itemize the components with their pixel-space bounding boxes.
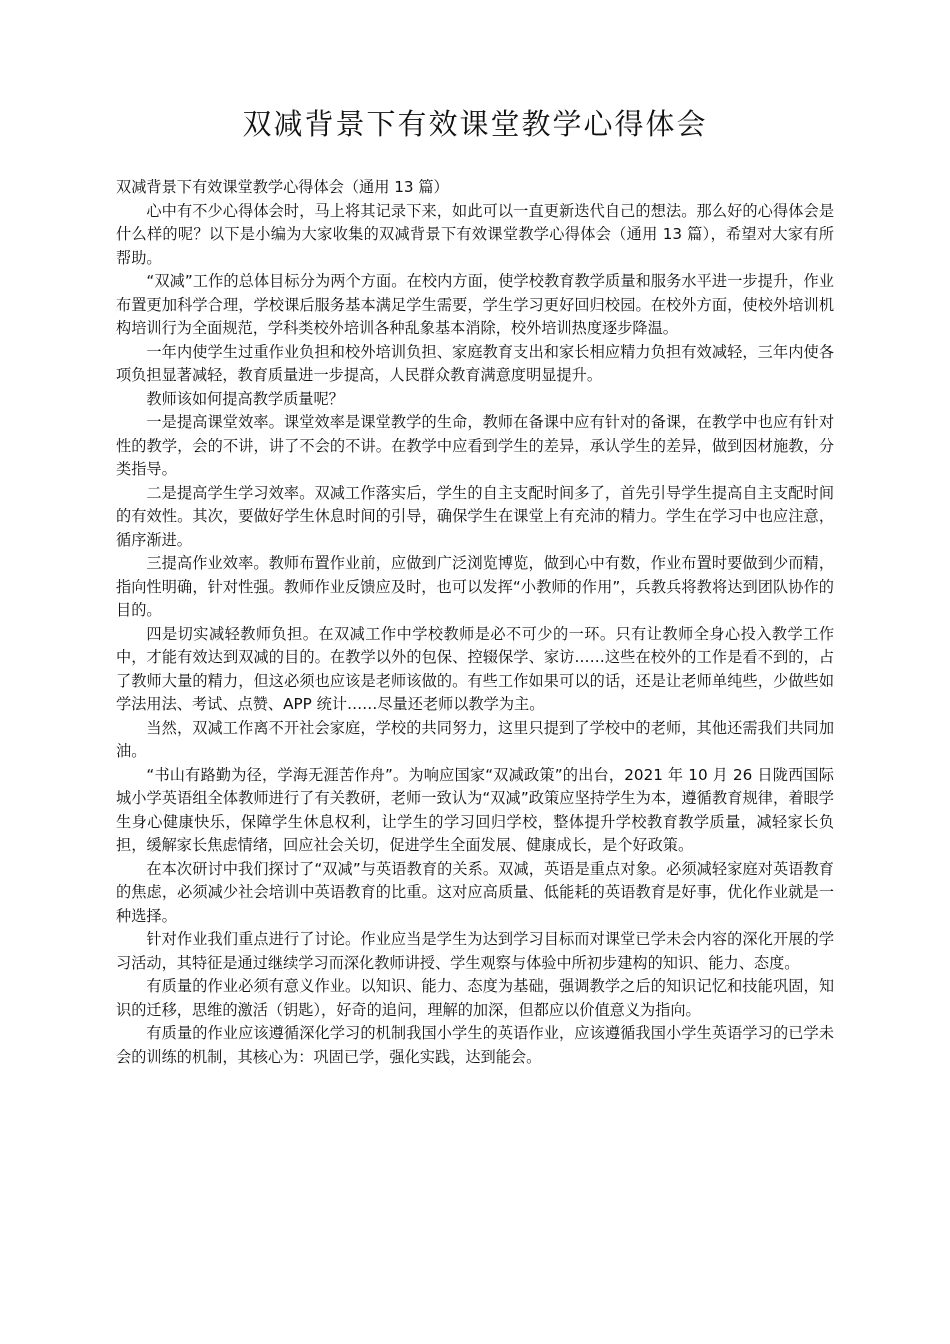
paragraph: 一是提高课堂效率。课堂效率是课堂教学的生命，教师在备课中应有针对的备课，在教学中也应有针对性的教学，会的不讲，讲了不会的不讲。在教学中应看到学生的差异，承认学生的差异，做到因材施教，分类指导。	[116, 413, 834, 478]
paragraph: “双减”工作的总体目标分为两个方面。在校内方面，使学校教育教学质量和服务水平进一步提升，作业布置更加科学合理，学校课后服务基本满足学生需要，学生学习更好回归校园。在校外方面，使校外培训机构培训行为全面规范，学科类校外培训各种乱象基本消除，校外培训热度逐步降温。	[116, 272, 834, 337]
paragraph: 四是切实减轻教师负担。在双减工作中学校教师是必不可少的一环。只有让教师全身心投入教学工作中，才能有效达到双减的目的。在教学以外的包保、控辍保学、家访……这些在校外的工作是看不到的，占了教师大量的精力，但这必须也应该是老师该做的。有些工作如果可以的话，还是让老师单纯些，少做些如学法用法、考试、点赞、APP 统计……尽量还老师以教学为主。	[116, 624, 834, 713]
paragraph: 有质量的作业应该遵循深化学习的机制我国小学生的英语作业，应该遵循我国小学生英语学习的已学未会的训练的机制，其核心为：巩固已学，强化实践，达到能会。	[116, 1024, 834, 1066]
paragraph: 二是提高学生学习效率。双减工作落实后，学生的自主支配时间多了，首先引导学生提高自主支配时间的有效性。其次，要做好学生休息时间的引导，确保学生在课堂上有充沛的精力。学生在学习中也应注意，循序渐进。	[116, 483, 834, 549]
paragraph-question: 教师该如何提高教学质量呢？	[146, 389, 344, 408]
document-body	[116, 176, 834, 1069]
document-title: 双减背景下有效课堂教学心得体会	[242, 107, 708, 141]
paragraph: 针对作业我们重点进行了讨论。作业应当是学生为达到学习目标而对课堂已学未会内容的深化开展的学习活动，其特征是通过继续学习而深化教师讲授、学生观察与体验中所初步建构的知识、能力、态度。	[116, 930, 834, 972]
document-subtitle: 双减背景下有效课堂教学心得体会（通用 13 篇）	[116, 178, 449, 196]
paragraph: 当然，双减工作离不开社会家庭，学校的共同努力，这里只提到了学校中的老师，其他还需我们共同加油。	[116, 718, 834, 760]
paragraph: “书山有路勤为径，学海无涯苦作舟”。为响应国家“双减政策”的出台，2021 年 10 月 26 日陇西国际城小学英语组全体教师进行了有关教研，老师一致认为“双减”政策应坚持学生为本，遵循教育规律，着眼学生身心健康快乐，保障学生休息权利，让学生的学习回归学校，整体提升学校教育教学质量，减轻家长负担，缓解家长焦虑情绪，回应社会关切，促进学生全面发展、健康成长，是个好政策。	[116, 765, 834, 854]
paragraph: 三提高作业效率。教师布置作业前，应做到广泛浏览博览，做到心中有数，作业布置时要做到少而精，指向性明确，针对性强。教师作业反馈应及时，也可以发挥“小教师的作用”，兵教兵将教将达到团队协作的目的。	[116, 554, 834, 619]
paragraph: 在本次研讨中我们探讨了“双减”与英语教育的关系。双减，英语是重点对象。必须减轻家庭对英语教育的焦虑，必须减少社会培训中英语教育的比重。这对应高质量、低能耗的英语教育是好事，优化作业就是一种选择。	[116, 859, 834, 925]
paragraph: 心中有不少心得体会时，马上将其记录下来，如此可以一直更新迭代自己的想法。那么好的心得体会是什么样的呢？以下是小编为大家收集的双减背景下有效课堂教学心得体会（通用 13 篇），希望对大家有所帮助。	[116, 201, 834, 267]
paragraph: 一年内使学生过重作业负担和校外培训负担、家庭教育支出和家长相应精力负担有效减轻，三年内使各项负担显著减轻，教育质量进一步提高，人民群众教育满意度明显提升。	[116, 342, 834, 384]
paragraph: 有质量的作业必须有意义作业。以知识、能力、态度为基础，强调教学之后的知识记忆和技能巩固，知识的迁移，思维的激活（钥匙），好奇的追问，理解的加深，但都应以价值意义为指向。	[116, 977, 834, 1019]
